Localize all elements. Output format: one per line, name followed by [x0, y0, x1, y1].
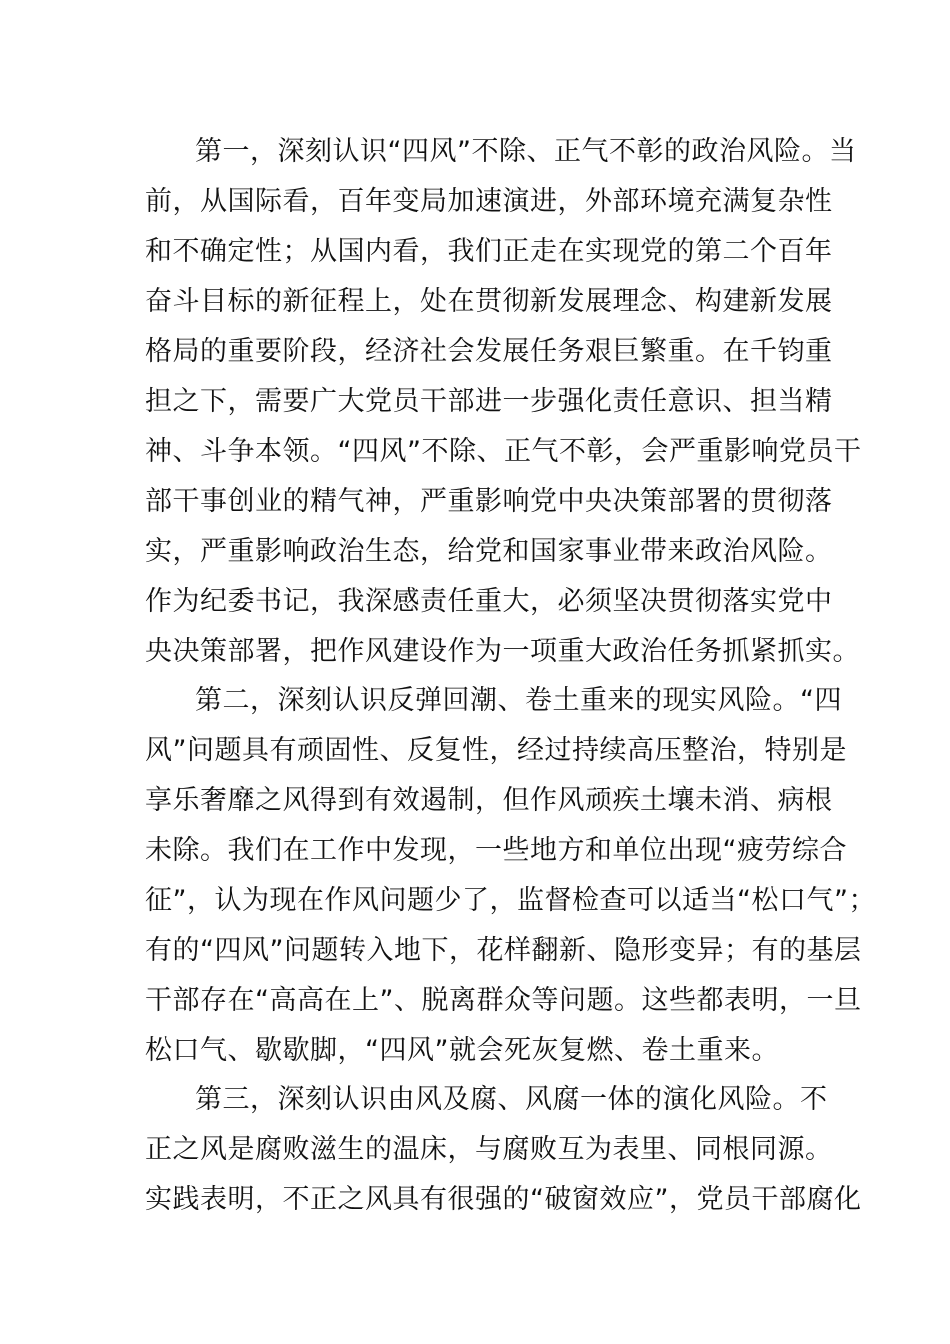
text-line: 实，严重影响政治生态，给党和国家事业带来政治风险。 — [145, 536, 833, 567]
text-line: 风”问题具有顽固性、反复性，经过持续高压整治，特别是 — [145, 735, 847, 766]
text-line: 前，从国际看，百年变局加速演进，外部环境充满复杂性 — [145, 186, 833, 217]
text-line: 和不确定性；从国内看，我们正走在实现党的第二个百年 — [145, 236, 833, 267]
text-line: 正之风是腐败滋生的温床，与腐败互为表里、同根同源。 — [145, 1134, 833, 1165]
text-line: 格局的重要阶段，经济社会发展任务艰巨繁重。在千钧重 — [145, 336, 833, 367]
text-line: 央决策部署，把作风建设作为一项重大政治任务抓紧抓实。 — [145, 636, 860, 667]
text-line: 松口气、歇歇脚，“四风”就会死灰复燃、卷土重来。 — [145, 1035, 779, 1066]
text-line: 奋斗目标的新征程上，处在贯彻新发展理念、构建新发展 — [145, 286, 833, 317]
text-line: 有的“四风”问题转入地下，花样翻新、隐形变异；有的基层 — [145, 935, 862, 966]
text-line: 部干事创业的精气神，严重影响党中央决策部署的贯彻落 — [145, 486, 833, 517]
text-line: 作为纪委书记，我深感责任重大，必须坚决贯彻落实党中 — [145, 586, 833, 617]
text-line: 干部存在“高高在上”、脱离群众等问题。这些都表明，一旦 — [145, 985, 862, 1016]
text-line: 担之下，需要广大党员干部进一步强化责任意识、担当精 — [145, 386, 833, 417]
text-line: 征”，认为现在作风问题少了，监督检查可以适当“松口气”； — [145, 885, 876, 916]
text-line: 第二，深刻认识反弹回潮、卷土重来的现实风险。“四 — [195, 685, 842, 716]
text-line: 未除。我们在工作中发现，一些地方和单位出现“疲劳综合 — [145, 835, 847, 866]
text-line: 第三，深刻认识由风及腐、风腐一体的演化风险。不 — [195, 1084, 828, 1115]
text-line: 神、斗争本领。“四风”不除、正气不彰，会严重影响党员干 — [145, 436, 862, 467]
text-line: 第一，深刻认识“四风”不除、正气不彰的政治风险。当 — [195, 136, 857, 167]
text-line: 实践表明，不正之风具有很强的“破窗效应”，党员干部腐化 — [145, 1184, 862, 1215]
text-line: 享乐奢靡之风得到有效遏制，但作风顽疾土壤未消、病根 — [145, 785, 833, 816]
